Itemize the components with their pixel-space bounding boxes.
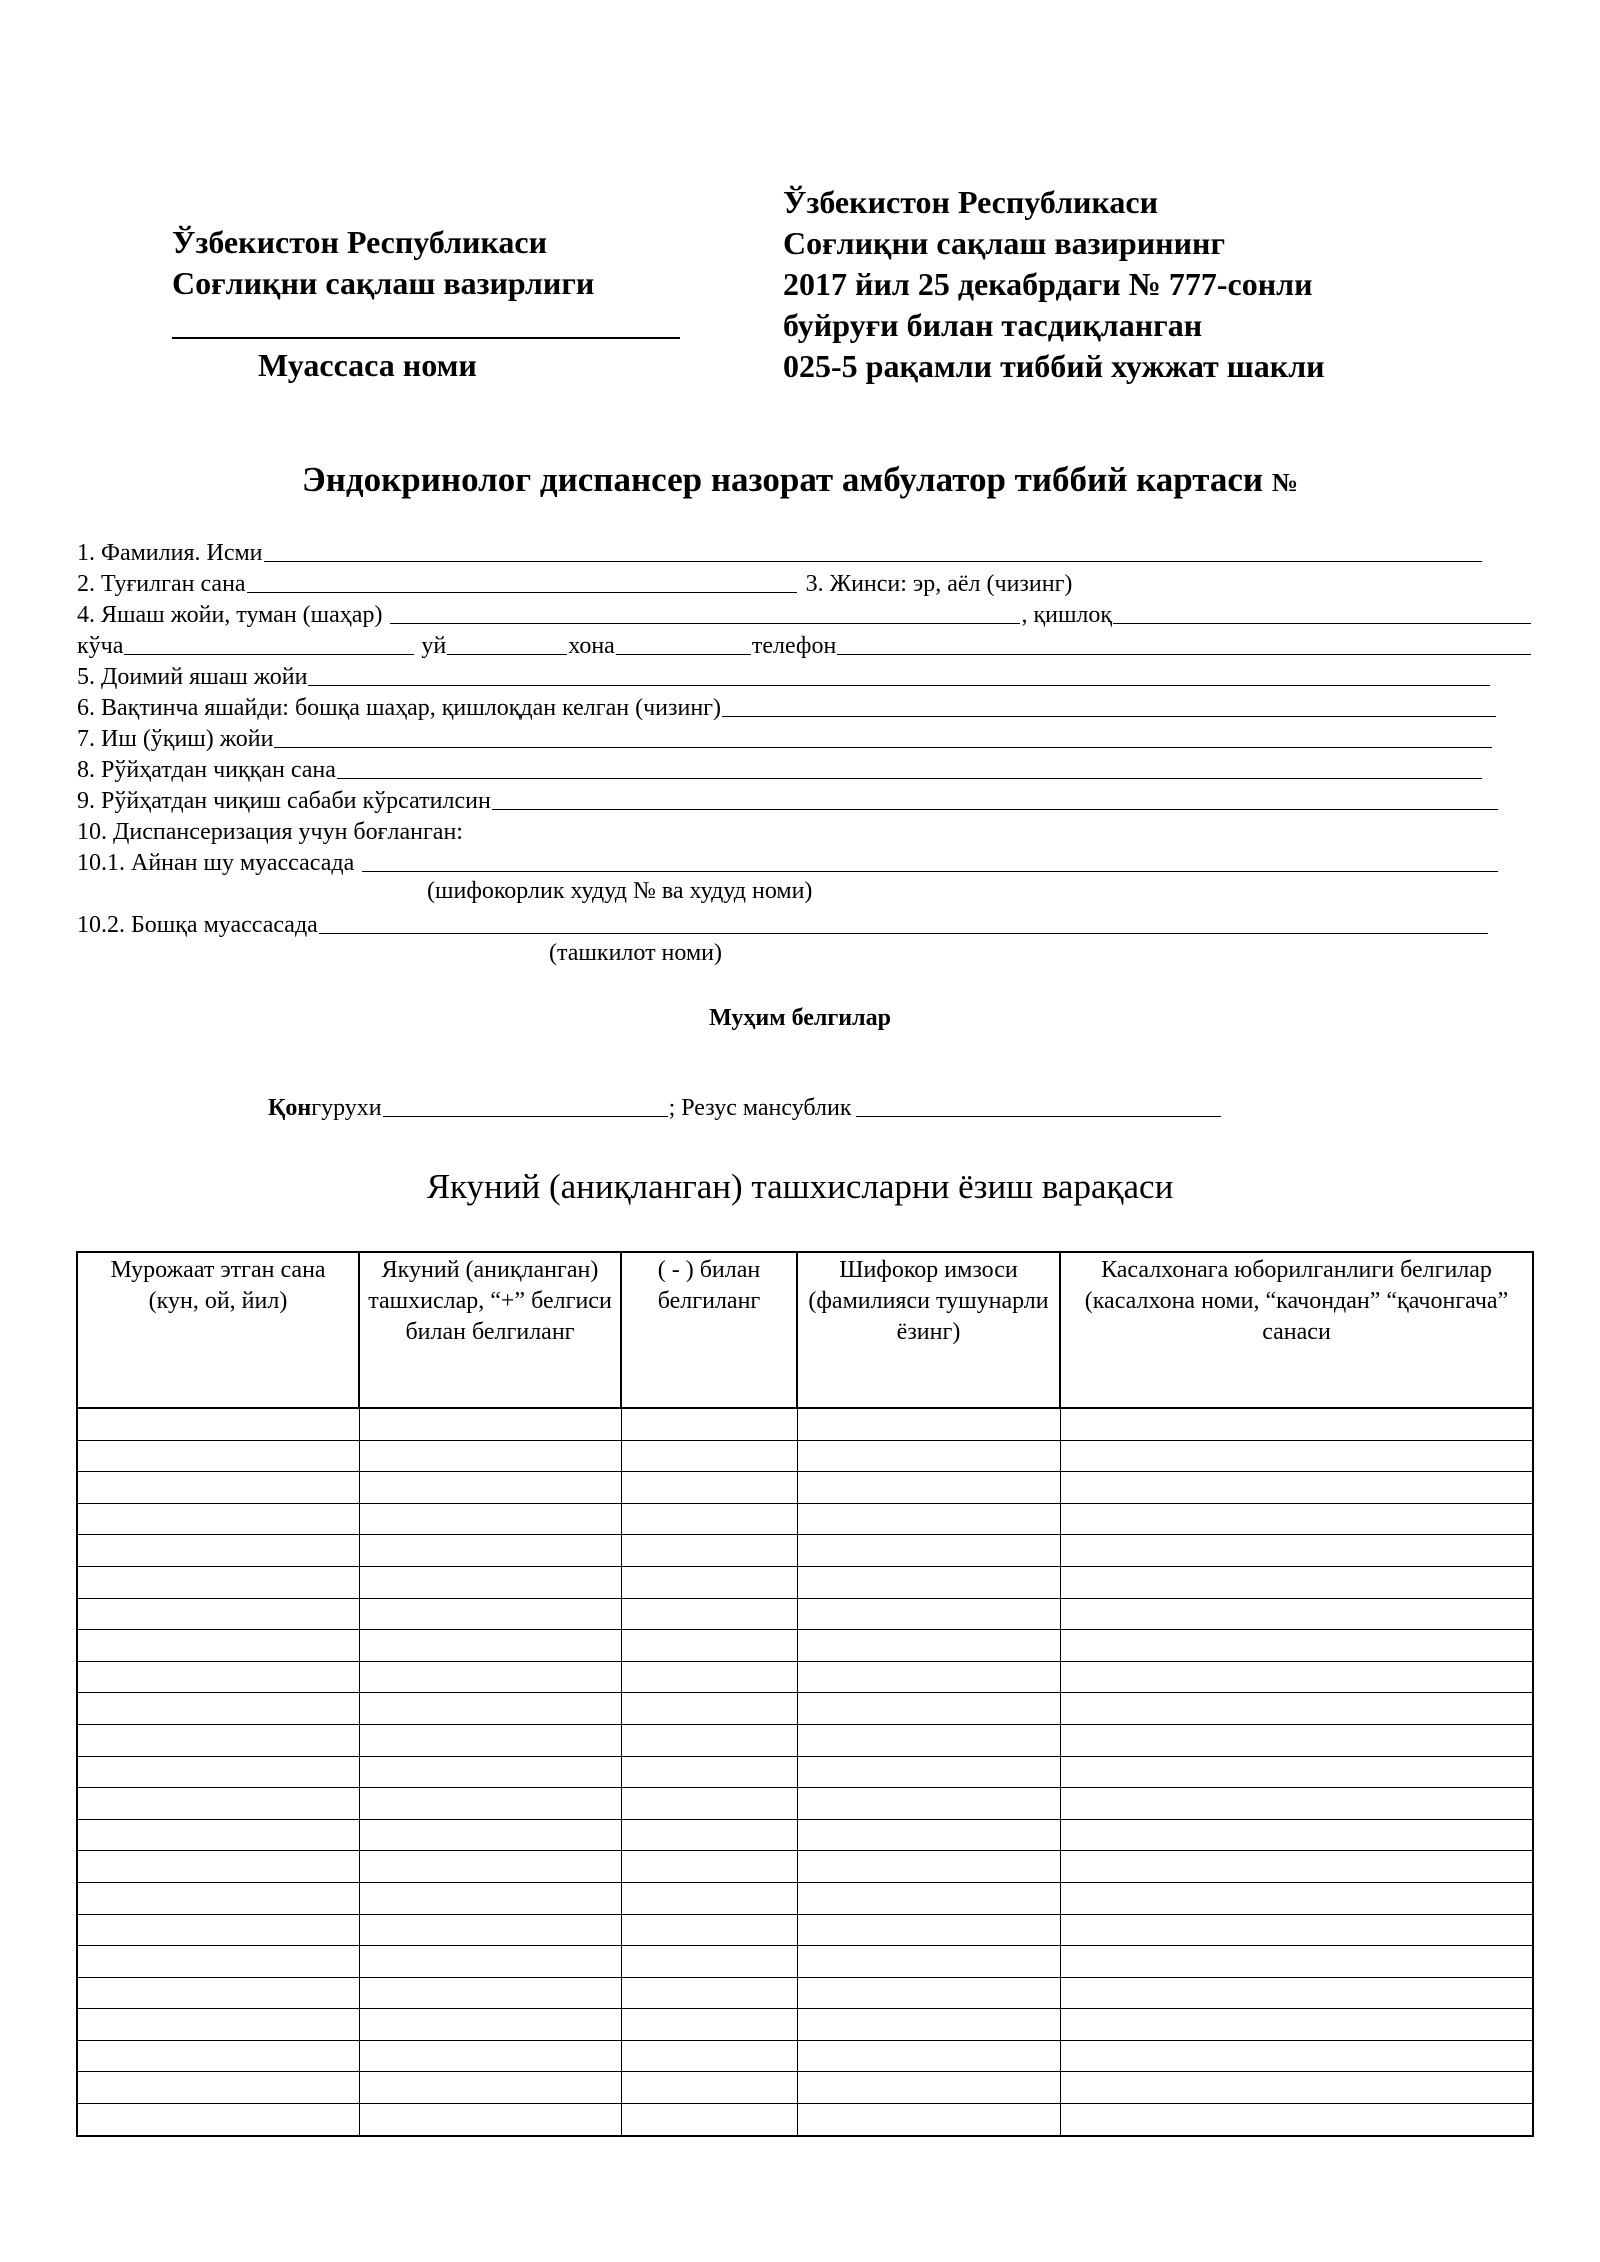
- table-cell[interactable]: [621, 1472, 797, 1504]
- table-row: [77, 1535, 1533, 1567]
- diagnosis-table-body: [77, 1408, 1533, 2136]
- table-cell[interactable]: [77, 1914, 359, 1946]
- table-cell[interactable]: [621, 1946, 797, 1978]
- field-label: 9. Рўйҳатдан чиқиш сабаби кўрсатилсин: [77, 788, 491, 814]
- table-cell[interactable]: [1060, 2072, 1533, 2104]
- blood-group-label: гурухи: [311, 1095, 382, 1121]
- table-cell[interactable]: [77, 1661, 359, 1693]
- house-label: уй: [421, 633, 447, 659]
- table-cell[interactable]: [359, 1819, 621, 1851]
- street-label: кўча: [77, 633, 124, 659]
- table-cell[interactable]: [621, 1440, 797, 1472]
- table-cell[interactable]: [797, 1882, 1060, 1914]
- table-cell[interactable]: [77, 1472, 359, 1504]
- room-input-line[interactable]: [616, 632, 751, 655]
- table-cell[interactable]: [1060, 1661, 1533, 1693]
- table-header-row: [77, 1252, 1533, 1408]
- table-cell[interactable]: [797, 1946, 1060, 1978]
- table-cell[interactable]: [359, 1914, 621, 1946]
- table-row: [77, 1630, 1533, 1662]
- field-label: 5. Доимий яшаш жойи: [77, 664, 308, 690]
- gender-label: 3. Жинси: эр, аёл (чизинг): [805, 571, 1073, 597]
- table-cell[interactable]: [797, 1535, 1060, 1567]
- field-dispensary-attached: [77, 815, 1532, 846]
- table-cell[interactable]: [621, 1851, 797, 1883]
- column-header-minus-mark: ( - ) билан белгиланг: [621, 1252, 797, 1408]
- institution-name-line[interactable]: [172, 337, 680, 339]
- table-cell[interactable]: [621, 1882, 797, 1914]
- field-deregistration-reason: [77, 784, 1532, 815]
- table-cell[interactable]: [621, 1408, 797, 1440]
- table-cell[interactable]: [359, 1724, 621, 1756]
- header-right-line3: 2017 йил 25 декабрдаги № 777-сонли: [783, 266, 1313, 302]
- field-label: 6. Вақтинча яшайди: бошқа шаҳар, қишлоқдан келган (чизинг): [77, 695, 722, 721]
- table-cell[interactable]: [797, 1914, 1060, 1946]
- table-cell[interactable]: [1060, 1630, 1533, 1662]
- table-cell[interactable]: [797, 1693, 1060, 1725]
- field-label: 10. Диспансеризация учун боғланган:: [77, 819, 463, 845]
- table-cell[interactable]: [1060, 1566, 1533, 1598]
- table-cell[interactable]: [797, 2009, 1060, 2041]
- header-right-line2: Соғлиқни сақлаш вазирининг: [783, 225, 1225, 261]
- blood-group-input-line[interactable]: [383, 1094, 668, 1117]
- same-institution-input-line[interactable]: [362, 849, 1498, 872]
- table-cell[interactable]: [77, 1408, 359, 1440]
- header-approval: [783, 182, 1325, 387]
- table-row: [77, 1598, 1533, 1630]
- table-cell[interactable]: [77, 1977, 359, 2009]
- table-cell[interactable]: [621, 1977, 797, 2009]
- house-input-line[interactable]: [447, 632, 567, 655]
- table-cell[interactable]: [77, 1819, 359, 1851]
- table-cell[interactable]: [1060, 1503, 1533, 1535]
- table-cell[interactable]: [797, 1472, 1060, 1504]
- table-cell[interactable]: [797, 2040, 1060, 2072]
- field-workplace: [77, 722, 1532, 753]
- table-cell[interactable]: [621, 2009, 797, 2041]
- field-label: 1. Фамилия. Исми: [77, 540, 263, 566]
- important-marks-heading: Муҳим белгилар: [709, 1005, 891, 1031]
- table-cell[interactable]: [77, 1882, 359, 1914]
- table-cell[interactable]: [797, 2104, 1060, 2136]
- header-ministry: [172, 222, 594, 304]
- table-cell[interactable]: [621, 1630, 797, 1662]
- table-row: [77, 1693, 1533, 1725]
- room-label: хона: [568, 633, 615, 659]
- table-row: [77, 2040, 1533, 2072]
- table-cell[interactable]: [797, 1503, 1060, 1535]
- field-label: 8. Рўйҳатдан чиққан сана: [77, 757, 336, 783]
- table-cell[interactable]: [1060, 1977, 1533, 2009]
- table-cell[interactable]: [359, 2009, 621, 2041]
- blood-group-row: [268, 1090, 1222, 1122]
- table-row: [77, 1914, 1533, 1946]
- table-cell[interactable]: [359, 1408, 621, 1440]
- table-cell[interactable]: [621, 1693, 797, 1725]
- field-deregistration-date: [77, 753, 1532, 784]
- table-cell[interactable]: [621, 1661, 797, 1693]
- table-cell[interactable]: [77, 2072, 359, 2104]
- table-row: [77, 1566, 1533, 1598]
- table-cell[interactable]: [77, 1535, 359, 1567]
- field-residence-district: [77, 598, 1532, 629]
- table-cell[interactable]: [621, 1503, 797, 1535]
- table-cell[interactable]: [1060, 2009, 1533, 2041]
- table-cell[interactable]: [621, 1914, 797, 1946]
- table-cell[interactable]: [77, 1693, 359, 1725]
- table-cell[interactable]: [359, 1472, 621, 1504]
- table-cell[interactable]: [797, 1977, 1060, 2009]
- other-institution-hint: (ташкилот номи): [549, 940, 722, 966]
- document-title: [0, 458, 1600, 505]
- table-cell[interactable]: [77, 1598, 359, 1630]
- table-cell[interactable]: [1060, 1440, 1533, 1472]
- table-cell[interactable]: [1060, 1882, 1533, 1914]
- field-same-institution: [77, 846, 1532, 877]
- district-input-line[interactable]: [390, 601, 1020, 624]
- field-address-details: [77, 629, 1532, 660]
- table-row: [77, 1788, 1533, 1820]
- table-row: [77, 2104, 1533, 2136]
- table-row: [77, 1440, 1533, 1472]
- street-input-line[interactable]: [124, 632, 414, 655]
- table-cell[interactable]: [359, 1535, 621, 1567]
- table-cell[interactable]: [797, 1661, 1060, 1693]
- table-row: [77, 1503, 1533, 1535]
- table-cell[interactable]: [797, 1756, 1060, 1788]
- column-header-final-diagnosis: Якуний (аниқланган) ташхислар, “+” белгиси билан белгиланг: [359, 1252, 621, 1408]
- table-cell[interactable]: [797, 1630, 1060, 1662]
- table-row: [77, 1756, 1533, 1788]
- permanent-residence-input-line[interactable]: [308, 663, 1490, 686]
- phone-label: телефон: [751, 633, 837, 659]
- table-cell[interactable]: [1060, 2040, 1533, 2072]
- card-number-sign: №: [1271, 468, 1298, 497]
- table-cell[interactable]: [359, 1630, 621, 1662]
- other-institution-input-line[interactable]: [319, 911, 1488, 934]
- table-cell[interactable]: [1060, 1535, 1533, 1567]
- same-institution-hint: (шифокорлик худуд № ва худуд номи): [427, 878, 813, 904]
- header-left-line1: Ўзбекистон Республикаси: [172, 224, 548, 260]
- field-label: 10.2. Бошқа муассасада: [77, 912, 318, 938]
- temporary-residence-input-line[interactable]: [722, 694, 1496, 717]
- table-cell[interactable]: [797, 1440, 1060, 1472]
- table-cell[interactable]: [621, 1535, 797, 1567]
- table-cell[interactable]: [359, 1946, 621, 1978]
- table-cell[interactable]: [77, 2104, 359, 2136]
- workplace-input-line[interactable]: [274, 725, 1492, 748]
- table-cell[interactable]: [1060, 1788, 1533, 1820]
- table-cell[interactable]: [359, 1440, 621, 1472]
- table-cell[interactable]: [359, 1788, 621, 1820]
- table-row: [77, 1724, 1533, 1756]
- header-left-line2: Соғлиқни сақлаш вазирлиги: [172, 265, 595, 301]
- field-temporary-residence: [77, 691, 1532, 722]
- table-row: [77, 1408, 1533, 1440]
- institution-label: Муассаса номи: [258, 347, 477, 383]
- field-other-institution: [77, 908, 1532, 939]
- table-cell[interactable]: [359, 2104, 621, 2136]
- table-cell[interactable]: [359, 1503, 621, 1535]
- birthdate-input-line[interactable]: [247, 570, 797, 593]
- field-label: 10.1. Айнан шу муассасада: [77, 850, 355, 876]
- field-label: 2. Туғилган сана: [77, 571, 246, 597]
- diagnosis-sheet-title: Якуний (аниқланган) ташхисларни ёзиш варақаси: [426, 1167, 1174, 1206]
- header-right-line5: 025-5 рақамли тиббий хужжат шакли: [783, 348, 1325, 384]
- surname-name-input-line[interactable]: [264, 539, 1482, 562]
- column-header-hospital-referral: Касалхонага юборилганлиги белгилар (касалхона номи, “качондан” “қачонгача” санаси: [1060, 1252, 1533, 1408]
- table-row: [77, 1819, 1533, 1851]
- diagnosis-table: [76, 1251, 1534, 2137]
- table-cell[interactable]: [621, 1598, 797, 1630]
- table-cell[interactable]: [1060, 1598, 1533, 1630]
- field-label: 4. Яшаш жойи, туман (шаҳар): [77, 602, 383, 628]
- field-label: 7. Иш (ўқиш) жойи: [77, 726, 274, 752]
- table-cell[interactable]: [797, 1724, 1060, 1756]
- table-cell[interactable]: [77, 1756, 359, 1788]
- table-cell[interactable]: [77, 1566, 359, 1598]
- table-cell[interactable]: [1060, 1914, 1533, 1946]
- table-cell[interactable]: [1060, 1946, 1533, 1978]
- field-surname-name: [77, 536, 1532, 567]
- header-right-line4: буйруғи билан тасдиқланган: [783, 307, 1203, 343]
- table-cell[interactable]: [1060, 1756, 1533, 1788]
- table-row: [77, 1661, 1533, 1693]
- table-row: [77, 1946, 1533, 1978]
- table-cell[interactable]: [359, 1598, 621, 1630]
- table-cell[interactable]: [797, 1598, 1060, 1630]
- table-cell[interactable]: [621, 1788, 797, 1820]
- patient-form: [77, 536, 1532, 970]
- table-cell[interactable]: [359, 1566, 621, 1598]
- column-header-doctor-signature: Шифокор имзоси (фамилияси тушунарли ёзинг): [797, 1252, 1060, 1408]
- deregistration-date-input-line[interactable]: [337, 756, 1482, 779]
- table-cell[interactable]: [77, 1788, 359, 1820]
- table-cell[interactable]: [797, 1788, 1060, 1820]
- table-cell[interactable]: [621, 1724, 797, 1756]
- table-cell[interactable]: [359, 1756, 621, 1788]
- table-cell[interactable]: [797, 1408, 1060, 1440]
- table-cell[interactable]: [1060, 2104, 1533, 2136]
- table-row: [77, 1882, 1533, 1914]
- village-label: , қишлоқ: [1021, 602, 1113, 628]
- table-cell[interactable]: [359, 1693, 621, 1725]
- table-cell[interactable]: [621, 2072, 797, 2104]
- table-cell[interactable]: [797, 1566, 1060, 1598]
- table-cell[interactable]: [77, 1724, 359, 1756]
- table-row: [77, 1472, 1533, 1504]
- table-cell[interactable]: [359, 1851, 621, 1883]
- field-permanent-residence: [77, 660, 1532, 691]
- table-cell[interactable]: [77, 1440, 359, 1472]
- blood-label: Қон: [268, 1095, 312, 1121]
- table-cell[interactable]: [359, 1661, 621, 1693]
- village-input-line[interactable]: [1113, 601, 1531, 624]
- field-birthdate-gender: [77, 567, 1532, 598]
- table-cell[interactable]: [621, 1819, 797, 1851]
- table-cell[interactable]: [621, 2104, 797, 2136]
- rhesus-input-line[interactable]: [856, 1094, 1221, 1117]
- rhesus-label: ; Резус мансублик: [668, 1095, 852, 1121]
- phone-input-line[interactable]: [837, 632, 1531, 655]
- table-cell[interactable]: [797, 2072, 1060, 2104]
- table-cell[interactable]: [77, 2009, 359, 2041]
- document-title-text: Эндокринолог диспансер назорат амбулатор тиббий картаси: [302, 460, 1264, 499]
- header-right-line1: Ўзбекистон Республикаси: [783, 184, 1159, 220]
- table-cell[interactable]: [77, 1946, 359, 1978]
- column-header-visit-date: Мурожаат этган сана (кун, ой, йил): [77, 1252, 359, 1408]
- table-cell[interactable]: [621, 1756, 797, 1788]
- table-row: [77, 1851, 1533, 1883]
- table-cell[interactable]: [1060, 1408, 1533, 1440]
- table-cell[interactable]: [621, 2040, 797, 2072]
- table-cell[interactable]: [359, 2040, 621, 2072]
- table-cell[interactable]: [77, 1503, 359, 1535]
- table-cell[interactable]: [1060, 1693, 1533, 1725]
- table-cell[interactable]: [1060, 1819, 1533, 1851]
- table-cell[interactable]: [1060, 1472, 1533, 1504]
- table-cell[interactable]: [77, 1630, 359, 1662]
- table-cell[interactable]: [77, 2040, 359, 2072]
- table-cell[interactable]: [1060, 1724, 1533, 1756]
- table-cell[interactable]: [797, 1851, 1060, 1883]
- table-cell[interactable]: [77, 1851, 359, 1883]
- table-cell[interactable]: [1060, 1851, 1533, 1883]
- table-row: [77, 2072, 1533, 2104]
- table-row: [77, 1977, 1533, 2009]
- table-cell[interactable]: [359, 1977, 621, 2009]
- table-cell[interactable]: [621, 1566, 797, 1598]
- table-cell[interactable]: [359, 1882, 621, 1914]
- table-cell[interactable]: [797, 1819, 1060, 1851]
- table-row: [77, 2009, 1533, 2041]
- table-cell[interactable]: [359, 2072, 621, 2104]
- deregistration-reason-input-line[interactable]: [492, 787, 1498, 810]
